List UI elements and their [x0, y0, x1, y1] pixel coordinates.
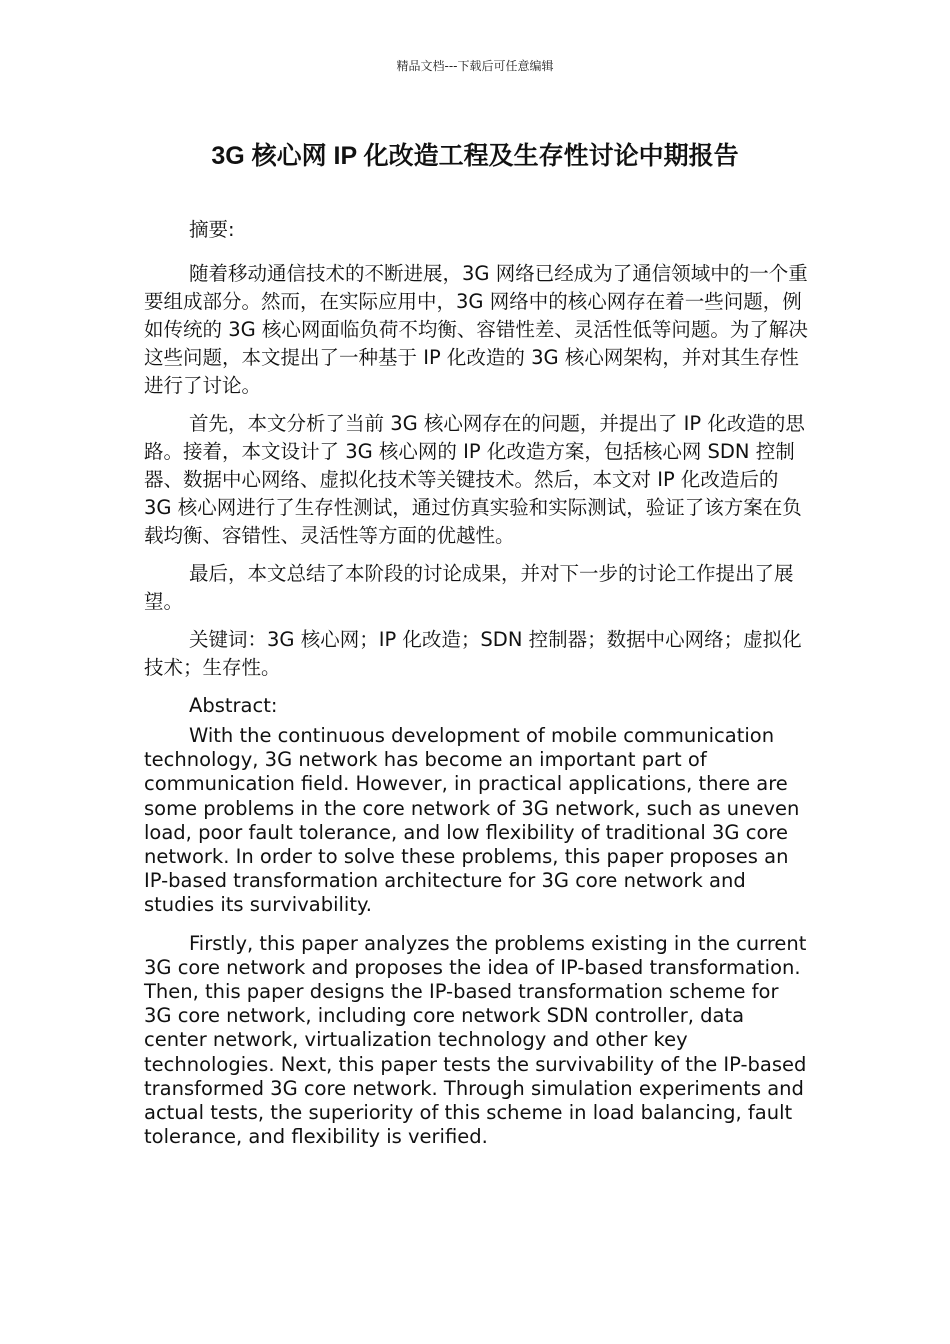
abstract-cn-paragraph-2: 首先，本文分析了当前 3G 核心网存在的问题，并提出了 IP 化改造的思路。接着，本文设计了 3G 核心网的 IP 化改造方案，包括核心网 SDN 控制器、数据中心网络、虚拟化技术等关键技术。然后，本文对 IP 化改造后的 3G 核心网进行了生存性测试，通过仿真实验和实际测试，验证了该方案在负载均衡、容错性、灵活性等方面的优越性。 [144, 412, 805, 547]
abstract-cn-label: 摘要: [189, 218, 235, 241]
abstract-cn-paragraph-3: 最后，本文总结了本阶段的讨论成果，并对下一步的讨论工作提出了展望。 [144, 562, 794, 613]
keywords-cn: 关键词：3G 核心网；IP 化改造；SDN 控制器；数据中心网络；虚拟化技术；生存性。 [144, 628, 802, 679]
abstract-en-paragraph-2: Firstly, this paper analyzes the problems existing in the current 3G core network and proposes the idea of IP-based transformation. Then, this paper designs the IP-based transformation scheme for 3G core network, including core network SDN controller, data center network, virtualization technology and other key technologies. Next, this paper tests the survivability of the IP-based transformed 3G core network. Through simulation experiments and actual tests, the superiority of this scheme in load balancing, fault tolerance, and flexibility is verified. [144, 931, 807, 1149]
document-body [144, 216, 808, 1163]
document-title: 3G 核心网 IP 化改造工程及生存性讨论中期报告 [211, 142, 739, 170]
page-header-note: 精品文档---下载后可任意编辑 [396, 59, 554, 73]
abstract-en-paragraph-1: With the continuous development of mobile communication technology, 3G network has become an important part of communication field. However, in practical applications, there are some problems in the core network of 3G network, such as uneven load, poor fault tolerance, and low flexibility of traditional 3G core network. In order to solve these problems, this paper proposes an IP-based transformation architecture for 3G core network and studies its survivability. [144, 724, 800, 917]
abstract-cn-paragraph-1: 随着移动通信技术的不断进展，3G 网络已经成为了通信领域中的一个重要组成部分。然而，在实际应用中，3G 网络中的核心网存在着一些问题，例如传统的 3G 核心网面临负荷不均衡、容错性差、灵活性低等问题。为了解决这些问题，本文提出了一种基于 IP 化改造的 3G 核心网架构，并对其生存性进行了讨论。 [144, 262, 808, 397]
abstract-en-label: Abstract: [189, 694, 278, 717]
